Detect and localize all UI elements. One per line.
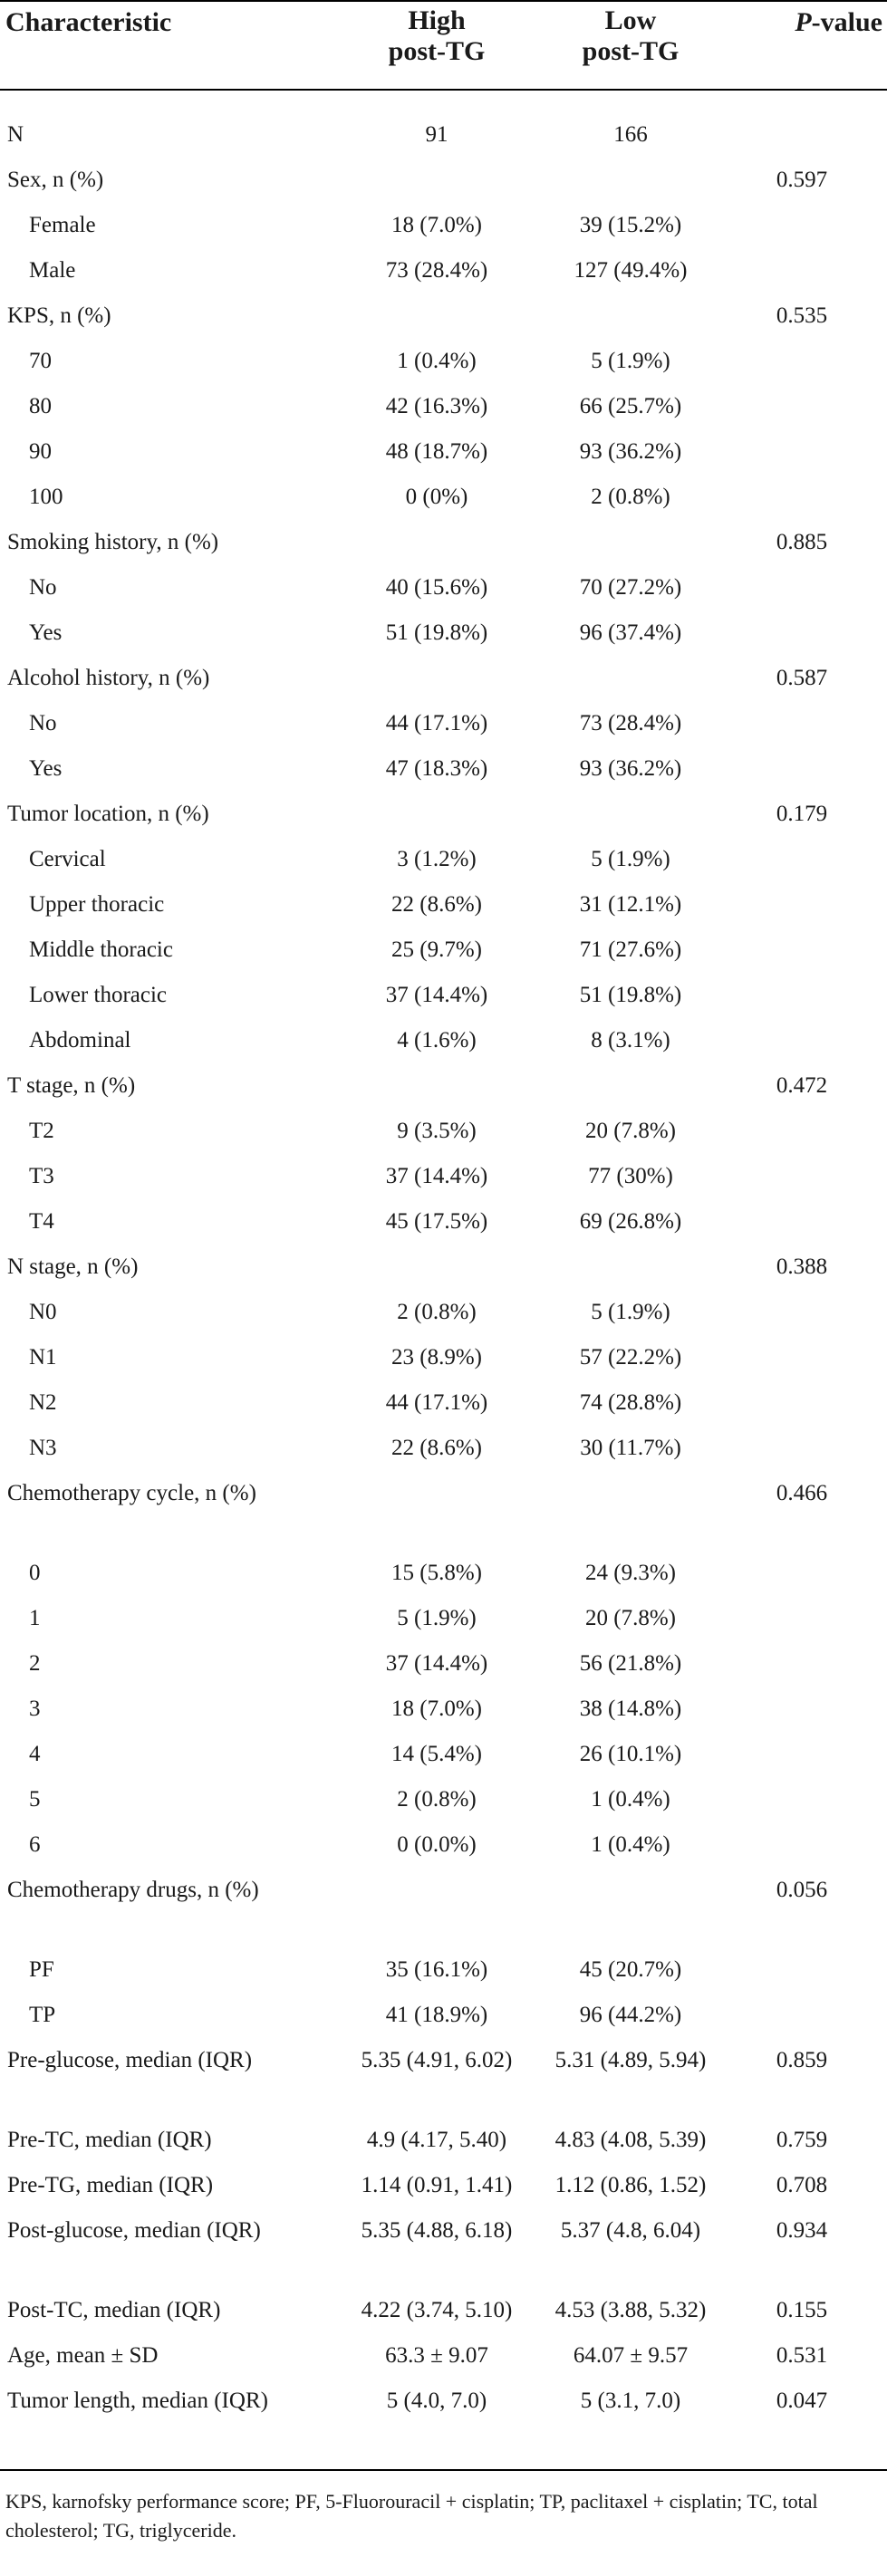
low-post-tg-value: 166 [613,122,648,147]
table-footnote: KPS, karnofsky performance score; PF, 5-Fluorouracil + cisplatin; TP, paclitaxel + cisplatin; TC, total cholesterol; TG, triglyceride. [5,2490,818,2542]
row-label: PF [29,1957,54,1982]
row-label: Cervical [29,847,106,871]
low-post-tg-value: 71 (27.6%) [579,937,682,962]
low-post-tg-value: 77 (30%) [588,1164,673,1188]
low-post-tg-value: 45 (20.7%) [579,1957,682,1982]
header-p-italic: P [795,7,812,37]
table-row [0,2038,887,2118]
row-label: N [7,122,24,147]
low-post-tg-value: 39 (15.2%) [579,213,682,237]
table-row [0,1641,887,1687]
p-value: 0.597 [776,168,828,192]
table-row [0,973,887,1018]
low-post-tg-value: 1.12 (0.86, 1.52) [554,2173,707,2197]
header-high-post-tg [346,5,527,67]
table-row [0,1471,887,1551]
high-post-tg-value: 63.3 ± 9.07 [385,2343,488,2368]
high-post-tg-value: 5 (4.0, 7.0) [386,2389,487,2413]
table-row [0,1018,887,1063]
table-row [0,656,887,701]
row-label: TP [29,2003,56,2027]
low-post-tg-value: 20 (7.8%) [585,1119,676,1143]
low-post-tg-value: 20 (7.8%) [585,1606,676,1630]
header-rule [0,89,887,91]
low-post-tg-value: 5.37 (4.8, 6.04) [560,2218,701,2243]
table-row [0,2333,887,2379]
high-post-tg-value: 25 (9.7%) [391,937,482,962]
table-row [0,384,887,429]
row-label: Pre-TC, median (IQR) [7,2128,212,2152]
p-value: 0.047 [776,2389,828,2413]
row-label: Lower thoracic [29,983,168,1007]
table-row [0,837,887,882]
table-row [0,701,887,746]
table-row [0,1993,887,2038]
row-label: KPS, n (%) [7,303,111,328]
table-row [0,1426,887,1471]
high-post-tg-value: 0 (0.0%) [397,1832,477,1857]
high-post-tg-value: 45 (17.5%) [385,1209,488,1234]
low-post-tg-value: 93 (36.2%) [579,439,682,464]
low-post-tg-value: 69 (26.8%) [579,1209,682,1234]
bottom-rule [0,2469,887,2471]
high-post-tg-value: 51 (19.8%) [385,620,488,645]
header-characteristic: Characteristic [5,7,172,37]
high-post-tg-value: 41 (18.9%) [385,2003,488,2027]
table-row [0,746,887,792]
header-low-line2: post-TG [582,36,680,66]
table-row [0,158,887,203]
row-label: Chemotherapy cycle, n (%) [7,1481,256,1505]
table-row [0,1154,887,1199]
row-label: Female [29,213,96,237]
low-post-tg-value: 1 (0.4%) [591,1787,670,1812]
high-post-tg-value: 2 (0.8%) [397,1787,477,1812]
row-label: N0 [29,1300,57,1324]
row-label: Abdominal [29,1028,131,1053]
high-post-tg-value: 35 (16.1%) [385,1957,488,1982]
high-post-tg-value: 22 (8.6%) [391,1436,482,1460]
table-row [0,429,887,475]
row-label: 1 [29,1606,41,1630]
high-post-tg-value: 22 (8.6%) [391,892,482,917]
header-low-line1: Low [604,5,657,35]
low-post-tg-value: 24 (9.3%) [585,1561,676,1585]
row-label: 90 [29,439,52,464]
high-post-tg-value: 3 (1.2%) [397,847,477,871]
low-post-tg-value: 64.07 ± 9.57 [573,2343,689,2368]
low-post-tg-value: 5 (3.1, 7.0) [580,2389,681,2413]
high-post-tg-value: 5 (1.9%) [397,1606,477,1630]
row-label: Pre-TG, median (IQR) [7,2173,214,2197]
table-row [0,1290,887,1335]
low-post-tg-value: 66 (25.7%) [579,394,682,418]
top-rule [0,0,887,2]
high-post-tg-value: 2 (0.8%) [397,1300,477,1324]
p-value: 0.535 [776,303,828,328]
table-row [0,792,887,837]
row-label: Tumor length, median (IQR) [7,2389,268,2413]
high-post-tg-value: 1.14 (0.91, 1.41) [361,2173,513,2197]
high-post-tg-value: 91 [425,122,448,147]
high-post-tg-value: 4.9 (4.17, 5.40) [366,2128,507,2152]
table-row [0,1063,887,1109]
low-post-tg-value: 26 (10.1%) [579,1742,682,1766]
high-post-tg-value: 40 (15.6%) [385,575,488,600]
high-post-tg-value: 18 (7.0%) [391,213,482,237]
row-label: Yes [29,756,63,781]
row-label: Tumor location, n (%) [7,802,209,826]
high-post-tg-value: 73 (28.4%) [385,258,488,283]
row-label: Smoking history, n (%) [7,530,219,554]
high-post-tg-value: 18 (7.0%) [391,1697,482,1721]
row-label: T4 [29,1209,54,1234]
row-label: 4 [29,1742,41,1766]
table-row [0,882,887,928]
low-post-tg-value: 30 (11.7%) [580,1436,681,1460]
p-value: 0.859 [776,2048,828,2072]
high-post-tg-value: 1 (0.4%) [397,349,477,373]
table-row [0,1687,887,1732]
header-p-rest: -value [811,7,882,37]
row-label: Male [29,258,76,283]
table-row [0,2379,887,2458]
low-post-tg-value: 127 (49.4%) [574,258,688,283]
table-row [0,1199,887,1245]
high-post-tg-value: 15 (5.8%) [391,1561,482,1585]
low-post-tg-value: 5.31 (4.89, 5.94) [554,2048,707,2072]
low-post-tg-value: 93 (36.2%) [579,756,682,781]
table-row [0,1596,887,1641]
table-row [0,1777,887,1822]
low-post-tg-value: 5 (1.9%) [591,1300,670,1324]
table-row [0,1551,887,1596]
p-value: 0.885 [776,530,828,554]
row-label: T2 [29,1119,54,1143]
row-label: Yes [29,620,63,645]
table-row [0,112,887,158]
row-label: No [29,711,57,735]
row-label: Pre-glucose, median (IQR) [7,2048,253,2072]
p-value: 0.388 [776,1254,828,1279]
row-label: 100 [29,485,63,509]
low-post-tg-value: 4.53 (3.88, 5.32) [554,2298,707,2322]
low-post-tg-value: 8 (3.1%) [591,1028,670,1053]
table-row [0,520,887,565]
low-post-tg-value: 31 (12.1%) [579,892,682,917]
low-post-tg-value: 56 (21.8%) [579,1651,682,1676]
high-post-tg-value: 44 (17.1%) [385,1390,488,1415]
low-post-tg-value: 70 (27.2%) [579,575,682,600]
row-label: N2 [29,1390,57,1415]
p-value: 0.155 [776,2298,828,2322]
row-label: Post-TC, median (IQR) [7,2298,221,2322]
high-post-tg-value: 48 (18.7%) [385,439,488,464]
table-row [0,1822,887,1868]
table-row [0,565,887,610]
p-value: 0.472 [776,1073,828,1098]
high-post-tg-value: 9 (3.5%) [397,1119,477,1143]
table-row [0,475,887,520]
row-label: T3 [29,1164,54,1188]
table-row [0,248,887,293]
p-value: 0.587 [776,666,828,690]
header-p-value [725,7,882,38]
row-label: No [29,575,57,600]
table-row [0,1245,887,1290]
high-post-tg-value: 37 (14.4%) [385,983,488,1007]
low-post-tg-value: 57 (22.2%) [579,1345,682,1370]
header-high-line1: High [408,5,466,35]
row-label: Upper thoracic [29,892,165,917]
low-post-tg-value: 38 (14.8%) [579,1697,682,1721]
high-post-tg-value: 0 (0%) [405,485,468,509]
row-label: Middle thoracic [29,937,173,962]
table-row [0,339,887,384]
high-post-tg-value: 5.35 (4.88, 6.18) [361,2218,513,2243]
high-post-tg-value: 44 (17.1%) [385,711,488,735]
row-label: 6 [29,1832,41,1857]
table-row [0,1868,887,1947]
table-row [0,1109,887,1154]
low-post-tg-value: 1 (0.4%) [591,1832,670,1857]
row-label: T stage, n (%) [7,1073,136,1098]
high-post-tg-value: 37 (14.4%) [385,1651,488,1676]
p-value: 0.179 [776,802,828,826]
p-value: 0.056 [776,1878,828,1902]
low-post-tg-value: 73 (28.4%) [579,711,682,735]
table-row [0,2118,887,2163]
table-row [0,293,887,339]
high-post-tg-value: 4.22 (3.74, 5.10) [361,2298,513,2322]
header-high-line2: post-TG [388,36,486,66]
row-label: 80 [29,394,52,418]
high-post-tg-value: 14 (5.4%) [391,1742,482,1766]
table-row [0,2163,887,2208]
row-label: 5 [29,1787,41,1812]
p-value: 0.708 [776,2173,828,2197]
row-label: 0 [29,1561,41,1585]
row-label: 70 [29,349,52,373]
high-post-tg-value: 23 (8.9%) [391,1345,482,1370]
high-post-tg-value: 42 (16.3%) [385,394,488,418]
table-row [0,928,887,973]
table-row [0,1947,887,1993]
high-post-tg-value: 47 (18.3%) [385,756,488,781]
row-label: N3 [29,1436,57,1460]
p-value: 0.759 [776,2128,828,2152]
header-low-post-tg [540,5,721,67]
low-post-tg-value: 5 (1.9%) [591,349,670,373]
row-label: Post-glucose, median (IQR) [7,2218,261,2243]
table-row [0,203,887,248]
p-value: 0.934 [776,2218,828,2243]
row-label: N stage, n (%) [7,1254,139,1279]
table-row [0,1732,887,1777]
high-post-tg-value: 37 (14.4%) [385,1164,488,1188]
low-post-tg-value: 96 (44.2%) [579,2003,682,2027]
row-label: Age, mean ± SD [7,2343,159,2368]
row-label: 3 [29,1697,41,1721]
table-row [0,1380,887,1426]
row-label: N1 [29,1345,57,1370]
low-post-tg-value: 51 (19.8%) [579,983,682,1007]
low-post-tg-value: 5 (1.9%) [591,847,670,871]
row-label: Alcohol history, n (%) [7,666,210,690]
high-post-tg-value: 5.35 (4.91, 6.02) [361,2048,513,2072]
row-label: Sex, n (%) [7,168,104,192]
high-post-tg-value: 4 (1.6%) [397,1028,477,1053]
p-value: 0.466 [776,1481,828,1505]
table-row [0,610,887,656]
row-label: 2 [29,1651,41,1676]
low-post-tg-value: 4.83 (4.08, 5.39) [554,2128,707,2152]
low-post-tg-value: 2 (0.8%) [591,485,670,509]
table-row [0,1335,887,1380]
low-post-tg-value: 96 (37.4%) [579,620,682,645]
p-value: 0.531 [776,2343,828,2368]
table-row [0,2288,887,2333]
row-label: Chemotherapy drugs, n (%) [7,1878,259,1902]
low-post-tg-value: 74 (28.8%) [579,1390,682,1415]
table-row [0,2208,887,2288]
